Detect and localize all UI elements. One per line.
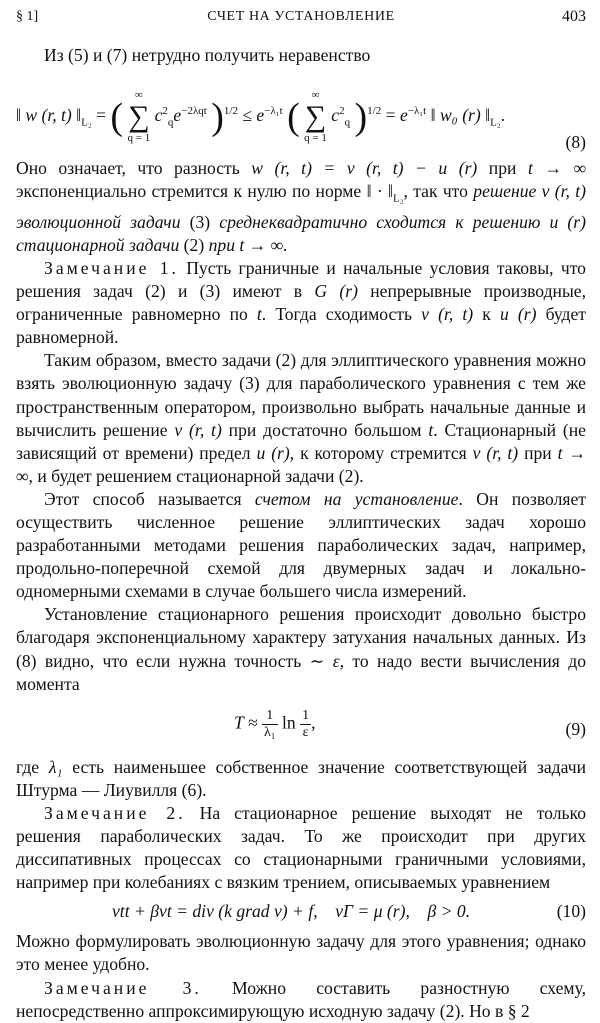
p3-c: . Он позволяет осуществить численное решение эллиптических задач хорошо разработанными методами решения параболических задач, например, продольно-поперечной схемой для двумерных задач и локально-одномерными схемами в случае большего числа измерений. <box>16 488 586 602</box>
p4-c: , то надо вести вычисления до момента <box>16 650 586 694</box>
equation-8 <box>16 73 586 153</box>
p2-h: v (r, t) <box>472 442 519 463</box>
p2-i: при <box>518 442 558 463</box>
p1-h: решение v (r, t) эволюционной задачи <box>16 181 586 232</box>
eq8-sum1-bottom: q = 1 <box>127 132 151 145</box>
eq8-e3-sup: −λ₁t <box>407 105 427 118</box>
p4-a: Установление стационарного решения происходит довольно быстро благодаря экспоненциальному характеру затухания начальных данных. Из (8) видно, что если нужна точность <box>16 604 586 671</box>
running-header <box>16 4 586 30</box>
eq8-sum2-top: ∞ <box>311 89 320 102</box>
eq8-pow2: 1/2 <box>367 105 382 118</box>
eq8-sum-2 <box>304 89 327 145</box>
eq9-frac-2 <box>300 708 311 741</box>
eq8-e3: e <box>399 105 408 126</box>
r1-i: будет равномерной. <box>16 304 586 348</box>
eq10-bc: vΓ = μ (r), <box>335 901 410 922</box>
equation-10-body <box>112 900 470 923</box>
eq8-e2-sup: −λ₁t <box>264 105 283 118</box>
eq8-rhs-sub: L₂ <box>490 116 501 129</box>
eq8-sum-1 <box>127 89 150 145</box>
eq10-cond: β > 0. <box>427 901 471 922</box>
paragraph-method <box>16 349 586 488</box>
eq8-e1-sup: −2λqt <box>181 105 207 118</box>
eq8-pow1: 1/2 <box>223 105 238 118</box>
p1-f-sub: L₂ <box>392 192 404 205</box>
eq9-f2-den: ε <box>302 724 309 740</box>
p2-d: t <box>428 419 434 440</box>
remark-2-label: Замечание 2. <box>44 802 186 823</box>
eq8-e1: e <box>173 105 182 126</box>
paragraph-evolution-alt <box>16 930 586 976</box>
p2-c: при достаточно большом <box>221 419 429 440</box>
section-marker: § 1] <box>16 9 39 24</box>
equation-8-body <box>16 89 505 145</box>
p5-c: есть наименьшее собственное значение соответствующей задачи Штурма — Лиувилля (6). <box>16 756 586 800</box>
eq8-lhs: ‖ w (r, t) ‖ <box>16 105 82 126</box>
intro-text: Из (5) и (7) нетрудно получить неравенство <box>44 45 371 65</box>
r1-d: t <box>256 304 262 325</box>
equation-9 <box>16 696 586 756</box>
r1-g: к <box>473 304 500 325</box>
remark-1 <box>16 257 586 349</box>
eq8-rhs: ‖ w₀ (r) ‖ <box>430 105 491 126</box>
eq8-e2: e <box>256 105 265 126</box>
running-title: СЧЕТ НА УСТАНОВЛЕНИЕ <box>207 9 395 24</box>
r1-e: . Тогда сходимость <box>261 304 422 325</box>
sigma-icon: ∑ <box>304 100 327 134</box>
eq8-paren-close: ) <box>211 96 224 139</box>
p3-b: счетом на установление <box>254 488 459 509</box>
equation-number-9: (9) <box>565 718 586 739</box>
p1-b: w (r, t) = v (r, t) − u (r) <box>251 158 478 179</box>
p1-f: ‖ · ‖ <box>366 181 393 202</box>
p2-e: . Стационарный (не зависящий от времени) предел <box>16 419 586 463</box>
eq8-c1: c <box>154 105 163 126</box>
sigma-icon: ∑ <box>128 100 150 134</box>
eq8-sum1-top: ∞ <box>134 89 143 102</box>
paragraph-relaxation <box>16 488 586 603</box>
p1-e: экспоненциально стремится к нулю по норме <box>16 181 367 202</box>
eq9-ln: ln <box>282 712 296 733</box>
eq8-sum2-bottom: q = 1 <box>304 132 327 145</box>
p1-g: , так что <box>403 181 474 202</box>
equation-number-10: (10) <box>556 901 586 922</box>
eq8-paren2-close: ) <box>354 96 368 139</box>
p5-b: λ₁ <box>48 756 63 777</box>
r3-a: Можно составить разностную схему, непосредственно аппроксимирующую исходную задачу (2). Но в § 2 <box>16 977 586 1021</box>
eq8-c1-sup: 2 <box>162 105 168 118</box>
paragraph-establishment <box>16 603 586 695</box>
p2-k: , и будет решением стационарной задачи (2). <box>28 465 364 486</box>
r1-f: v (r, t) <box>421 304 474 325</box>
r1-a: Пусть граничные и начальные условия таковы, что решения задач (2) и (3) имеют в <box>16 257 586 302</box>
r1-c: непрерывные производные, ограниченные равномерно по <box>16 281 586 325</box>
p6-a: Можно формулировать эволюционную задачу для этого уравнения; однако это менее удобно. <box>16 931 586 975</box>
remark-3 <box>16 977 586 1023</box>
r2-a: На стационарное решение выходят не только решения параболических задач. То же происходит при других диссипативных процессах со стационарными граничными условиями, например при колебаниях с вязким трением, описываемых уравнением <box>16 802 586 893</box>
remark-1-label: Замечание 1. <box>44 257 179 278</box>
equation-9-body <box>234 708 316 741</box>
p4-b: ∼ ε <box>309 650 340 671</box>
remark-2 <box>16 802 586 894</box>
p2-a: Таким образом, вместо задачи (2) для эллиптического уравнения можно взять эволюционную задачу (3) для параболического уравнения с тем же пространственным оператором, произвольно выбрать начальные данные и вычислить решение <box>16 350 586 440</box>
eq10-body: vtt + βvt = div (k grad v) + f, <box>112 901 318 922</box>
eq8-paren-open: ( <box>110 96 124 139</box>
p2-b: v (r, t) <box>174 419 222 440</box>
r1-h: u (r) <box>499 304 537 325</box>
eq9-frac-1 <box>262 708 278 741</box>
eq8-tail: . <box>500 105 506 126</box>
eq8-c2-sup: 2 <box>339 105 345 118</box>
eq8-equals: = <box>96 105 107 126</box>
eq9-f1-den: λ₁ <box>263 724 276 740</box>
p1-c: при <box>477 158 528 179</box>
eq8-lhs-sub: L₂ <box>81 116 92 129</box>
p2-j: t → ∞ <box>16 442 586 486</box>
p1-d: t → ∞ <box>527 158 586 179</box>
page <box>16 4 586 1023</box>
eq8-c2: c <box>331 105 340 126</box>
p1-a: Оно означает, что разность <box>16 158 252 179</box>
eq9-f2-num: 1 <box>302 707 310 723</box>
paragraph-eigenvalue <box>16 756 586 802</box>
p1-l: при t → ∞. <box>208 234 288 255</box>
p1-k: (2) <box>179 234 209 255</box>
eq9-f1-num: 1 <box>262 708 278 725</box>
r1-b: G (r) <box>314 281 358 302</box>
equation-number-8: (8) <box>565 132 586 153</box>
p2-g: , к которому стремится <box>289 442 473 463</box>
eq8-paren2-open: ( <box>287 96 300 139</box>
intro-line <box>16 44 586 67</box>
page-number: 403 <box>562 8 586 25</box>
remark-3-label: Замечание 3. <box>44 977 202 998</box>
eq8-c2-sub: q <box>344 116 351 129</box>
equation-10 <box>16 894 586 930</box>
eq8-equals-2: = <box>385 105 396 126</box>
eq8-le: ≤ <box>242 105 253 126</box>
p5-a: где <box>16 756 49 777</box>
eq9-tail: , <box>311 712 316 733</box>
p3-a: Этот способ называется <box>44 488 255 509</box>
p1-i: (3) <box>180 211 220 232</box>
eq8-c1-sub: q <box>167 116 174 129</box>
eq9-lhs: T ≈ <box>234 712 258 733</box>
p2-f: u (r) <box>256 442 290 463</box>
paragraph-convergence <box>16 157 586 257</box>
p1-j: среднеквадратично сходится к решению u (r) стационарной задачи <box>16 211 586 255</box>
